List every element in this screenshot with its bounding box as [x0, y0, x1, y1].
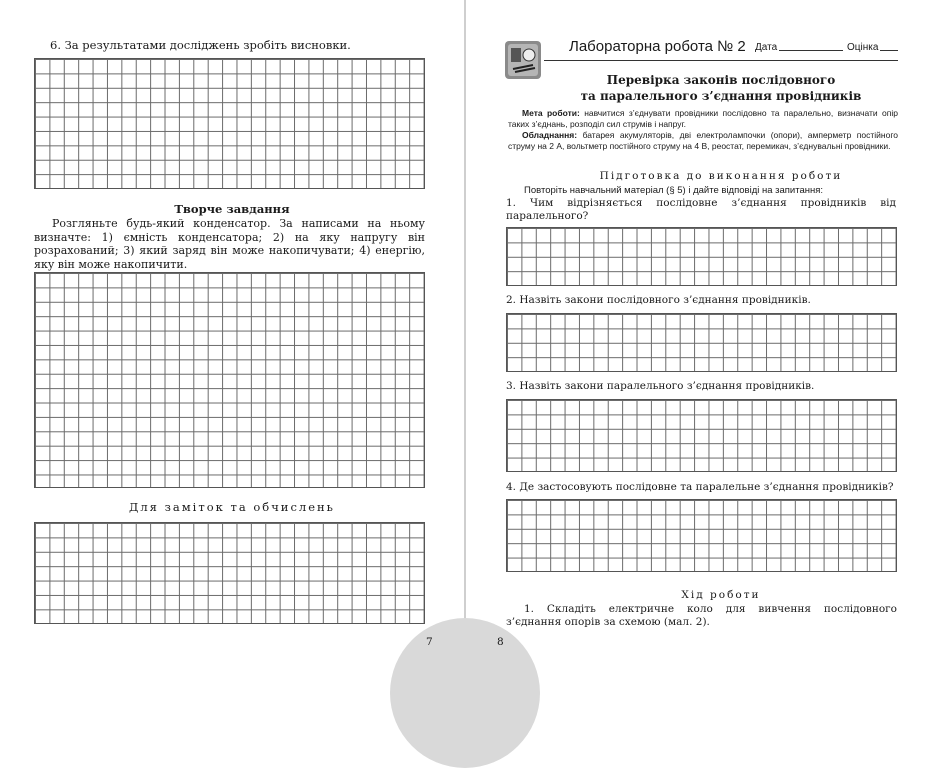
- date-field[interactable]: [779, 50, 843, 51]
- grade-field[interactable]: [880, 50, 898, 51]
- right-page: [466, 0, 929, 688]
- equipment-label: Обладнання:: [522, 130, 578, 140]
- thumb-tab: [390, 618, 540, 768]
- question-4: 4. Де застосовують послідовне та паралельне з’єднання провідників?: [506, 481, 894, 493]
- equipment-text: батарея акумуляторів, дві електролампочки (опори), амперметр постійного струму на 2 А, вольтметр постійного струму на 4 В, реостат, перемикач, з’єднувальні провідники.: [508, 130, 898, 151]
- progress-title: Хід роботи: [681, 589, 761, 601]
- answer-grid-creative[interactable]: [34, 272, 425, 488]
- answer-grid-q1[interactable]: [506, 227, 897, 286]
- question-2: 2. Назвіть закони послідовного з’єднання провідників.: [506, 294, 811, 306]
- lab-title: Лабораторна робота № 2: [569, 38, 746, 55]
- equipment-paragraph: [508, 130, 898, 152]
- page-number-left: 7: [426, 636, 433, 648]
- main-title-line2: та паралельного з’єднання провідників: [580, 89, 862, 103]
- answer-grid-q6[interactable]: [34, 58, 425, 189]
- left-page: [0, 0, 464, 688]
- answer-grid-q2[interactable]: [506, 313, 897, 372]
- question-6: 6. За результатами досліджень зробіть висновки.: [50, 38, 351, 52]
- main-title-line1: Перевірка законів послідовного: [606, 73, 836, 87]
- preparation-text: Повторіть навчальний матеріал (§ 5) і дайте відповіді на запитання:: [524, 185, 824, 196]
- answer-grid-q4[interactable]: [506, 499, 897, 572]
- header-rule: [544, 60, 898, 61]
- page-number-right: 8: [497, 636, 504, 648]
- preparation-title: Підготовка до виконання роботи: [599, 170, 843, 182]
- answer-grid-q3[interactable]: [506, 399, 897, 472]
- notes-grid[interactable]: [34, 522, 425, 624]
- creative-task-title: Творче завдання: [174, 202, 290, 216]
- creative-task-text: Розгляньте будь-який конденсатор. За написами на ньому визначте: 1) ємність конденсатора; 2) на яку напругу він розрахований; 3) який заряд він може накопичувати; 4) енергію, яку він може накопичити.: [34, 217, 425, 271]
- question-3: 3. Назвіть закони паралельного з’єднання провідників.: [506, 380, 815, 392]
- date-label: Дата: [755, 42, 778, 53]
- goal-paragraph: [508, 108, 898, 130]
- goal-label: Мета роботи:: [522, 108, 580, 118]
- goal-text: навчитися з’єднувати провідники послідовно та паралельно, визначати опір таких з’єднань, розподіл сил струмів і напруг.: [508, 108, 898, 129]
- step-1: 1. Складіть електричне коло для вивчення послідовного з’єднання опорів за схемою (мал. 2).: [506, 603, 897, 628]
- grade-label: Оцінка: [847, 42, 879, 53]
- question-1: 1. Чим відрізняється послідовне з’єднання провідників від паралельного?: [506, 197, 896, 222]
- notes-title: Для заміток та обчислень: [129, 500, 335, 514]
